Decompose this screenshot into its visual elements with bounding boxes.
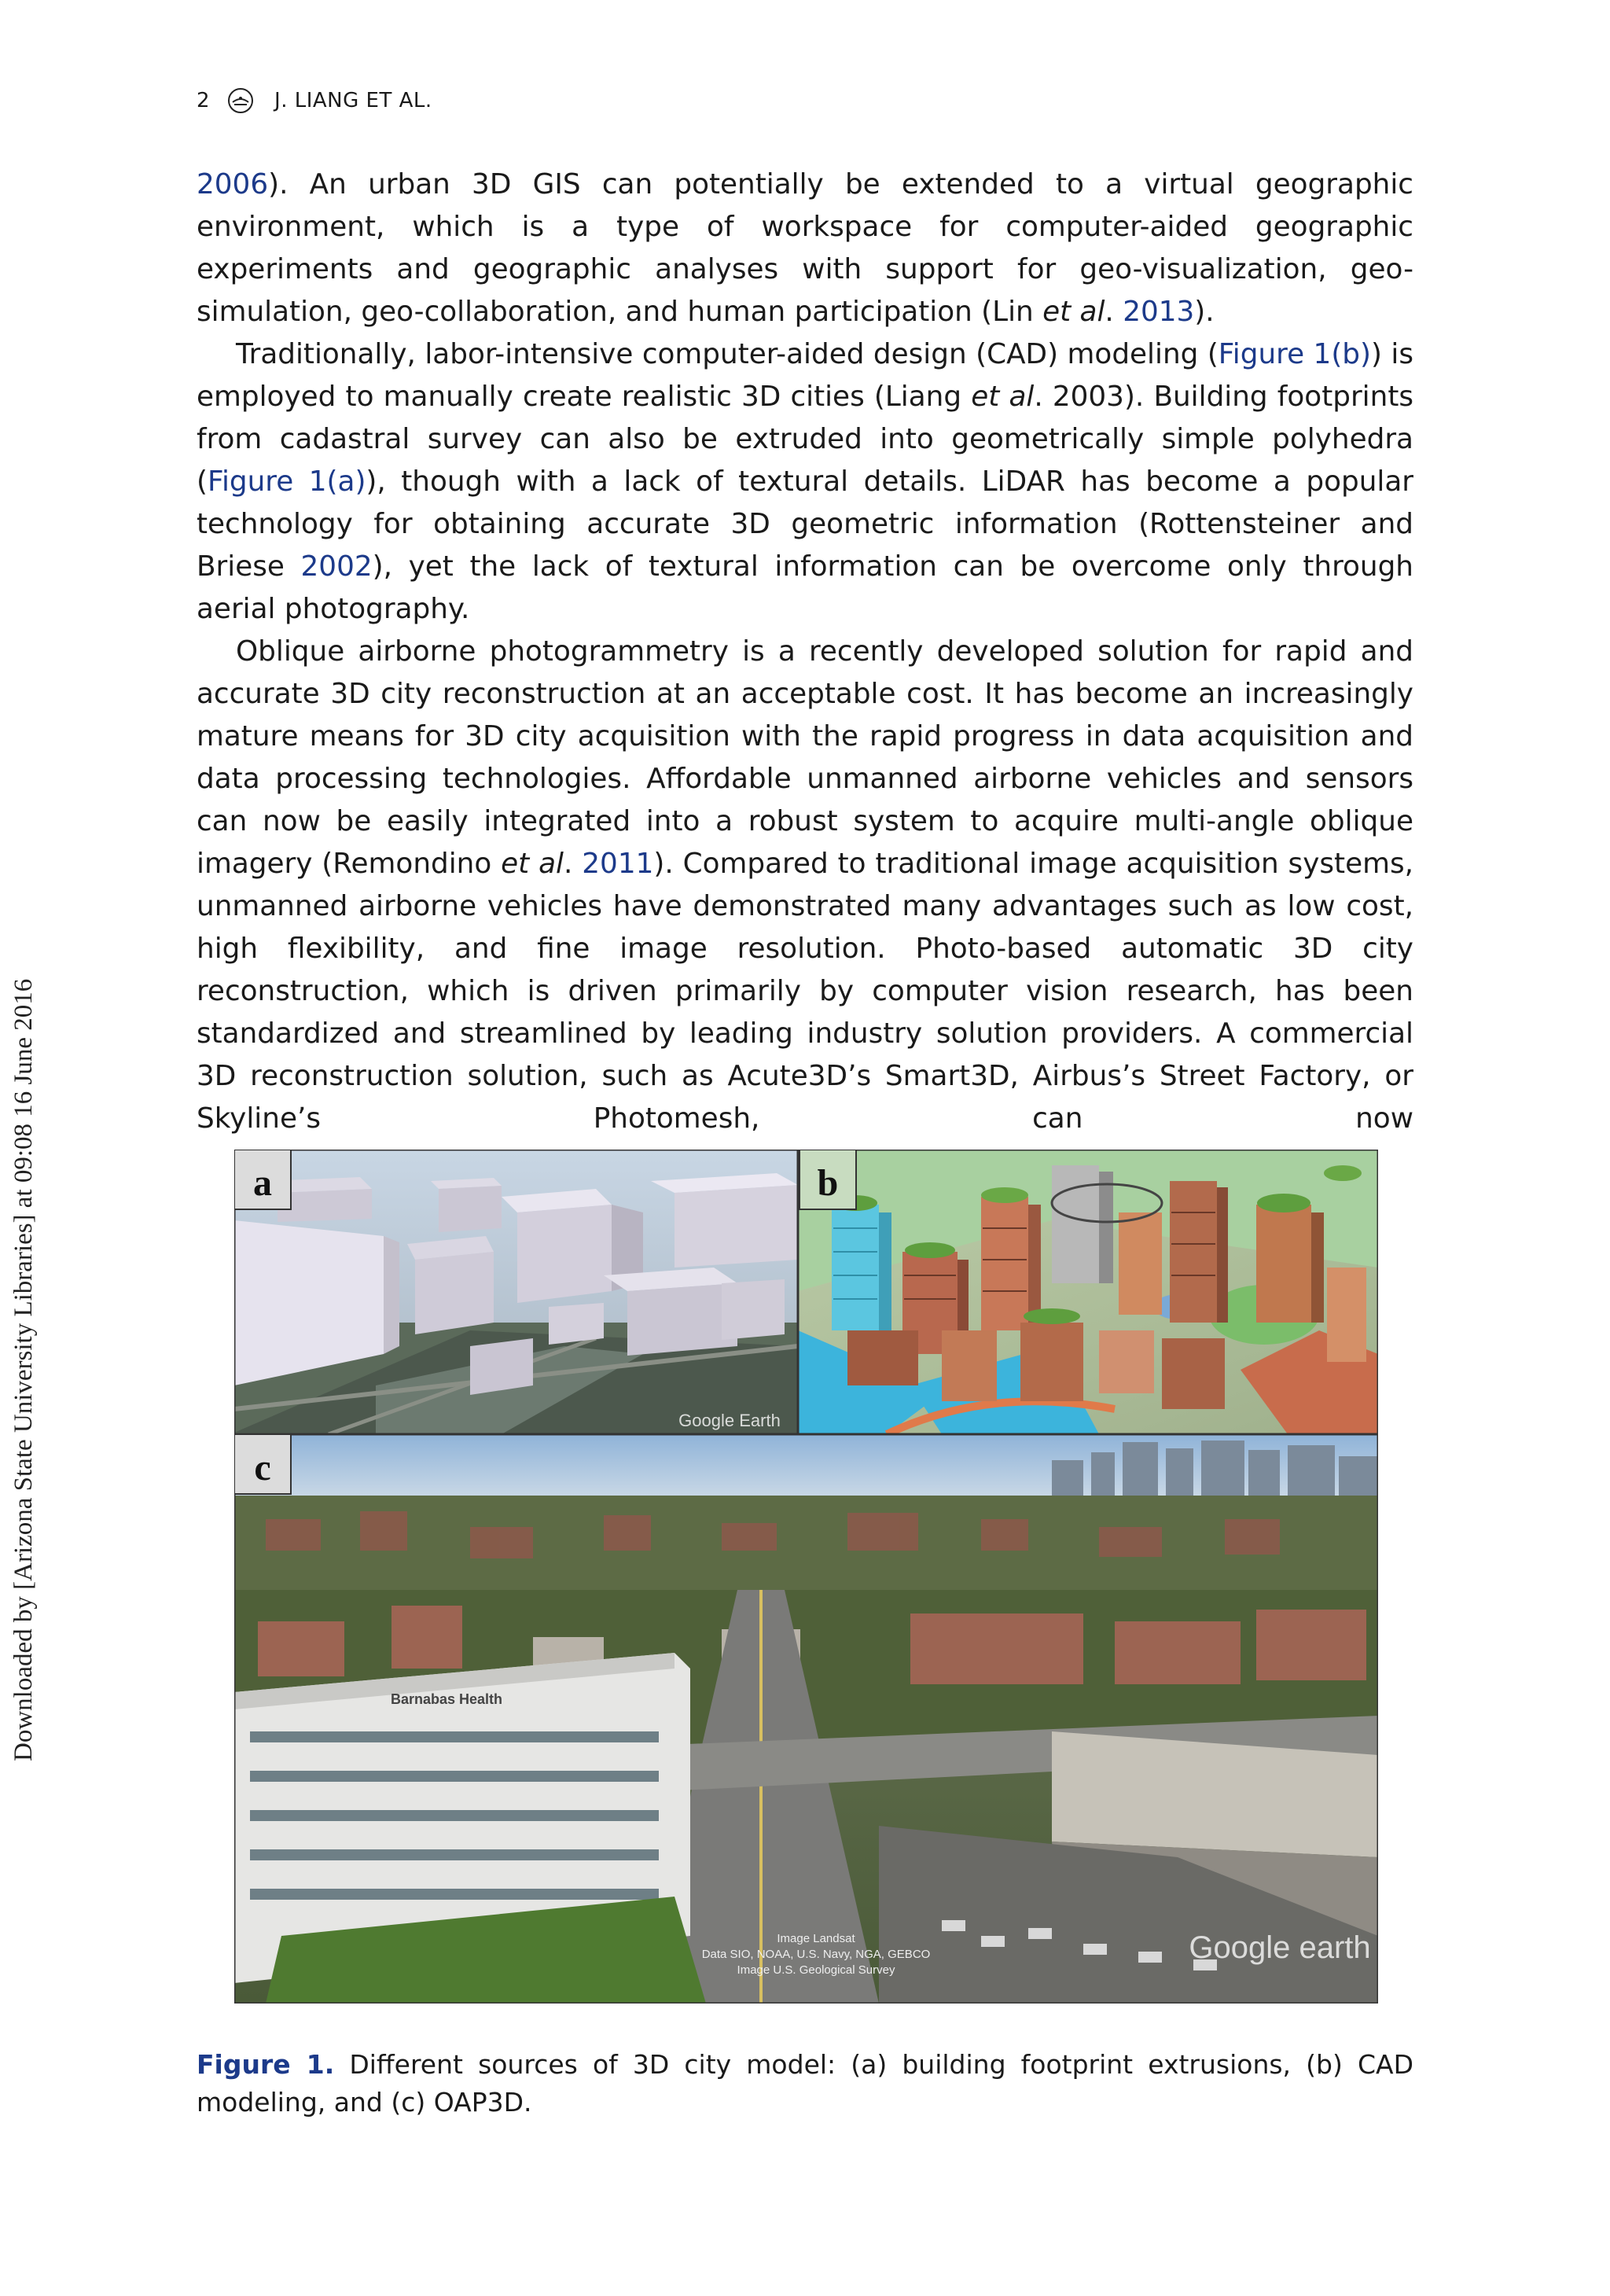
panel-c-building-sign: Barnabas Health <box>390 1691 503 1707</box>
panel-c-watermark: Google earth <box>1189 1930 1371 1965</box>
panel-c-credit-3: Image U.S. Geological Survey <box>737 1963 895 1977</box>
citation-link[interactable]: 2006 <box>197 168 269 201</box>
page-number: 2 <box>197 89 211 112</box>
panel-c-credit-1: Image Landsat <box>777 1932 855 1945</box>
figure-caption-label: Figure 1. <box>197 2049 335 2080</box>
figure-caption <box>197 2046 1413 2121</box>
download-notice: Downloaded by [Arizona State University Libraries] at 09:08 16 June 2016 <box>9 978 38 1761</box>
paragraph-3: Oblique airborne photogrammetry is a recently developed solution for rapid and accurate 3D city reconstruction at an acceptable cost. It has become an increasingly mature means for 3D city acquisition with the rapid progress in data acquisition and data processing technologies. Affordable unmanned airborne vehicles and sensors can now be easily integrated into a robust system to acquire multi-angle oblique imagery (Remondino et al. 2011). Compared to traditional image acquisition systems, unmanned airborne vehicles have demonstrated many advantages such as low cost, high flexibility, and fine image resolution. Photo-based automatic 3D city reconstruction, which is driven primarily by computer vision research, has been standardized and streamlined by leading industry solution providers. A commercial 3D reconstruction solution, such as Acute3D’s Smart3D, Airbus’s Street Factory, or Skyline’s Photomesh, can now <box>197 635 1414 1135</box>
panel-b-cad-modeling <box>798 1150 1378 1434</box>
citation-link[interactable]: 2013 <box>1123 296 1195 328</box>
panel-a-watermark: Google Earth <box>678 1411 781 1430</box>
panel-a-label: a <box>253 1162 272 1204</box>
panel-a-footprint-extrusions <box>234 1150 798 1434</box>
running-head-authors: J. LIANG ET AL. <box>274 89 432 112</box>
running-head <box>197 85 432 116</box>
panel-b-label: b <box>817 1162 839 1204</box>
citation-link[interactable]: 2002 <box>300 550 373 583</box>
figure-1-image <box>234 1150 1378 2003</box>
panel-c-credit-2: Data SIO, NOAA, U.S. Navy, NGA, GEBCO <box>701 1948 931 1961</box>
panel-c-label: c <box>254 1447 271 1488</box>
figure-link[interactable]: Figure 1(b) <box>1218 338 1371 370</box>
paragraph-2: Traditionally, labor-intensive computer-aided design (CAD) modeling (Figure 1(b)) is employed to manually create realistic 3D cities (Liang et al. 2003). Building footprints from cadastral survey can also be extruded into geometrically simple polyhedra (Figure 1(a)), though with a lack of textural details. LiDAR has become a popular technology for obtaining accurate 3D geometric information (Rottensteiner and Briese 2002), yet the lack of textural information can be overcome only through aerial photography. <box>197 338 1414 625</box>
body-text <box>197 164 1413 1140</box>
figure-caption-text: Different sources of 3D city model: (a) building footprint extrusions, (b) CAD modeling, and (c) OAP3D. <box>197 2049 1413 2118</box>
figure-link[interactable]: Figure 1(a) <box>207 465 366 498</box>
publisher-logo-icon <box>227 87 254 114</box>
figure-1 <box>234 1150 1378 2003</box>
citation-link[interactable]: 2011 <box>582 848 654 880</box>
paragraph-1: 2006). An urban 3D GIS can potentially be extended to a virtual geographic environment, which is a type of workspace for computer-aided geographic experiments and geographic analyses with support for geo-visualization, geo-simulation, geo-collaboration, and human participation (Lin et al. 2013). <box>197 168 1413 328</box>
panel-c-oap3d <box>234 1434 1378 2003</box>
